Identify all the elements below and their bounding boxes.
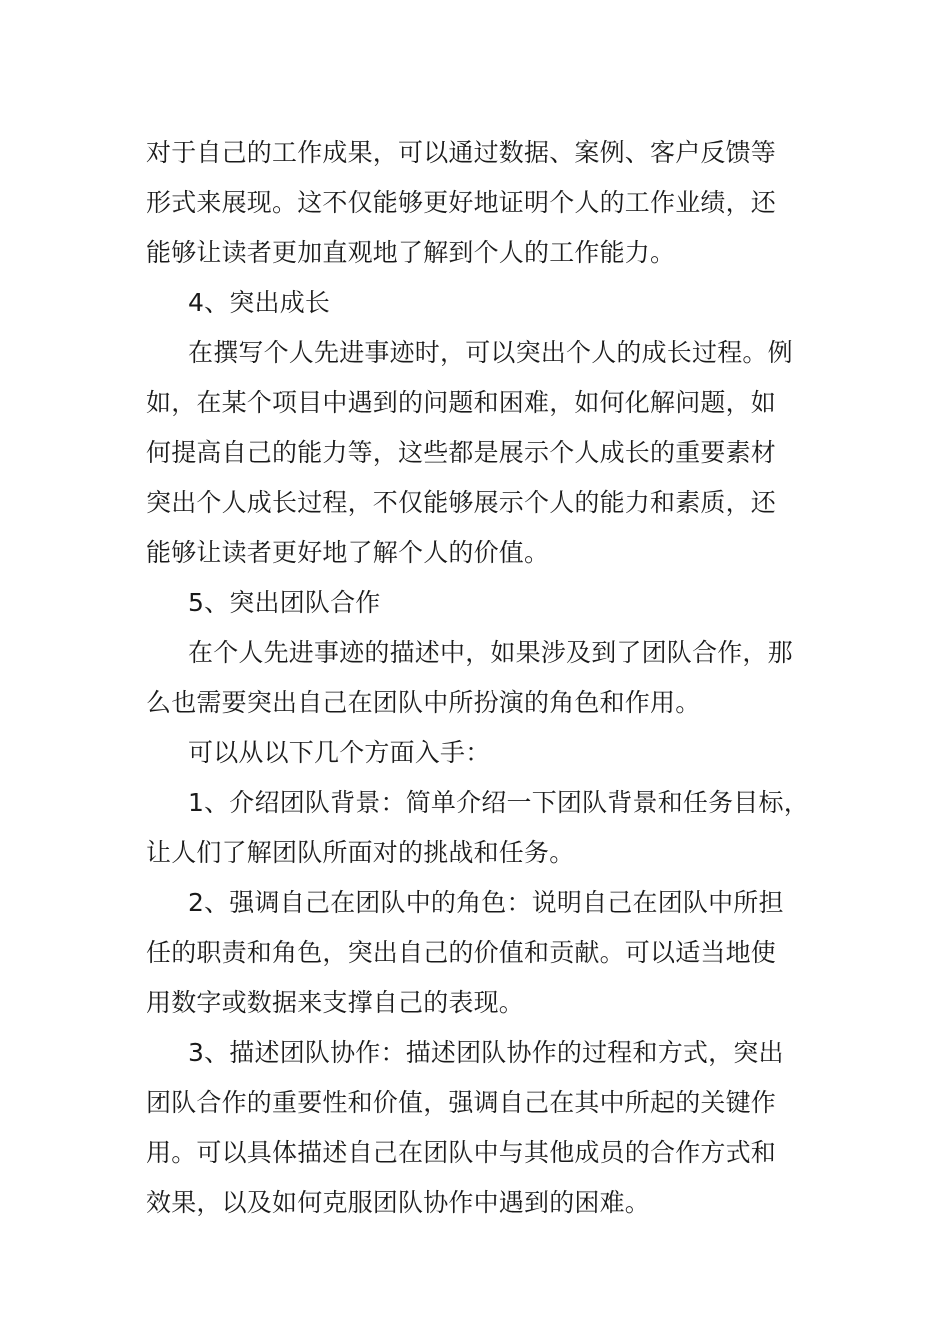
- paragraph-line: 任的职责和角色，突出自己的价值和贡献。可以适当地使: [146, 938, 777, 967]
- paragraph-line: 用数字或数据来支撑自己的表现。: [146, 988, 525, 1017]
- paragraph-line: 让人们了解团队所面对的挑战和任务。: [146, 838, 575, 867]
- paragraph-line: 在个人先进事迹的描述中，如果涉及到了团队合作，那: [188, 638, 793, 667]
- list-item-2: 2、强调自己在团队中的角色：说明自己在团队中所担: [188, 888, 784, 917]
- paragraph-line: 效果，以及如何克服团队协作中遇到的困难。: [146, 1188, 651, 1217]
- paragraph-line: 在撰写个人先进事迹时，可以突出个人的成长过程。例: [188, 338, 793, 367]
- list-item-3: 3、描述团队协作：描述团队协作的过程和方式，突出: [188, 1038, 784, 1067]
- paragraph-line: 何提高自己的能力等，这些都是展示个人成长的重要素材: [146, 438, 777, 467]
- list-item-1: 1、介绍团队背景：简单介绍一下团队背景和任务目标，: [188, 788, 809, 817]
- paragraph-line: 形式来展现。这不仅能够更好地证明个人的工作业绩，还: [146, 188, 777, 217]
- paragraph-line: 可以从以下几个方面入手：: [188, 738, 491, 767]
- paragraph-line: 能够让读者更加直观地了解到个人的工作能力。: [146, 238, 676, 267]
- paragraph-line: 突出个人成长过程，不仅能够展示个人的能力和素质，还: [146, 488, 777, 517]
- paragraph-line: 能够让读者更好地了解个人的价值。: [146, 538, 550, 567]
- paragraph-line: 用。可以具体描述自己在团队中与其他成员的合作方式和: [146, 1138, 777, 1167]
- paragraph-line: 如，在某个项目中遇到的问题和困难，如何化解问题，如: [146, 388, 777, 417]
- paragraph-line: 么也需要突出自己在团队中所扮演的角色和作用。: [146, 688, 701, 717]
- document-body: [146, 128, 826, 1228]
- section-heading-4: 4、突出成长: [188, 288, 331, 317]
- paragraph-line: 对于自己的工作成果，可以通过数据、案例、客户反馈等: [146, 138, 777, 167]
- paragraph-line: 团队合作的重要性和价值，强调自己在其中所起的关键作: [146, 1088, 777, 1117]
- section-heading-5: 5、突出团队合作: [188, 588, 381, 617]
